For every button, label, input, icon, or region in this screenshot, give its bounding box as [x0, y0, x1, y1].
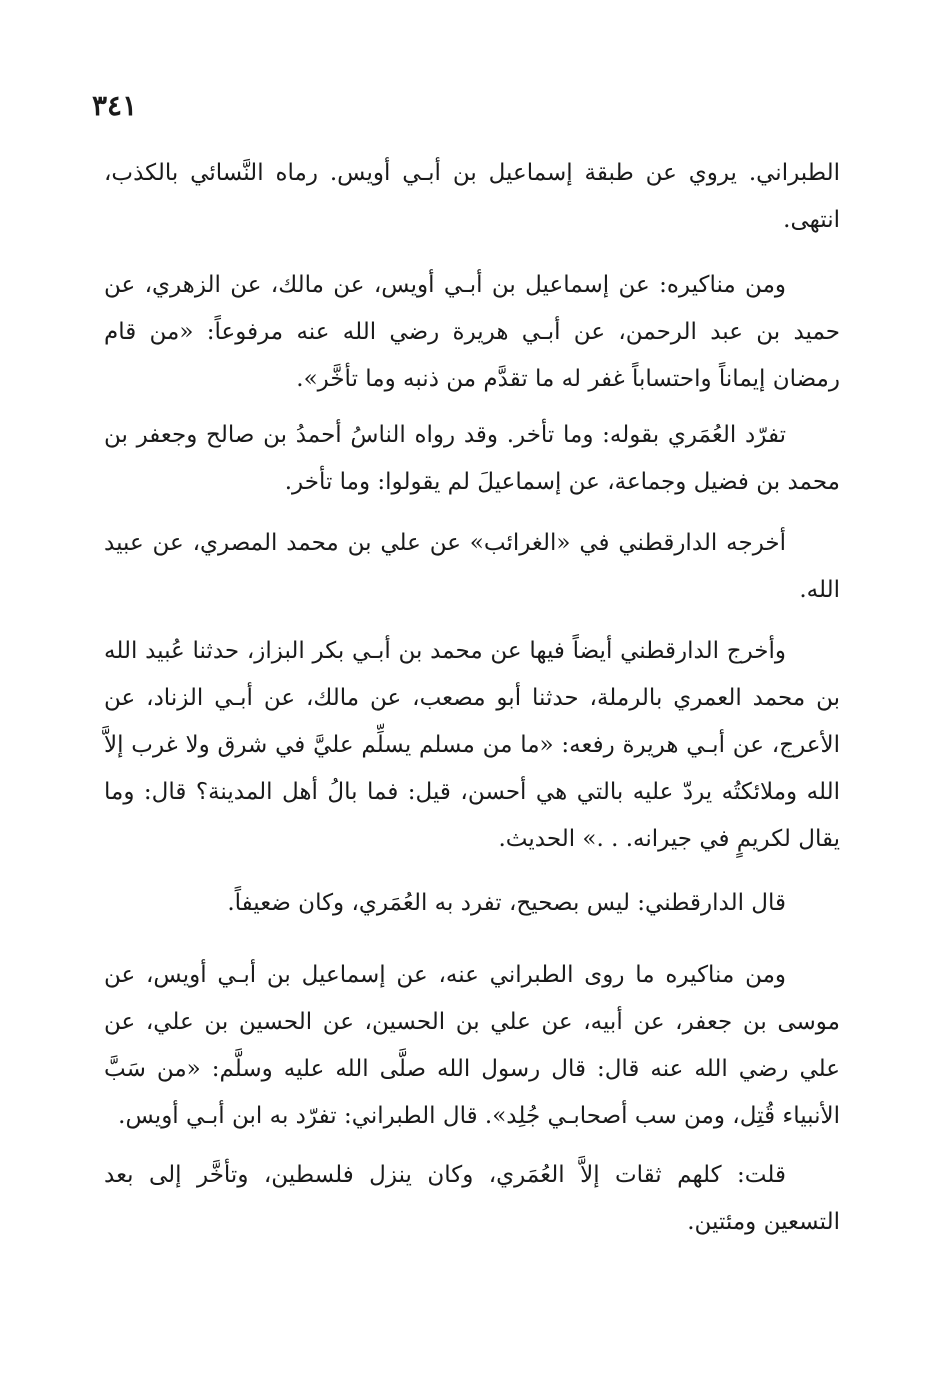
- paragraph-text: وأخرج الدارقطني أيضاً فيها عن محمد بن أبـي بكر البزاز، حدثنا عُبيد الله بن محمد العمري بالرملة، حدثنا أبو مصعب، عن مالك، عن أبـي الزناد، عن الأعرج، عن أبـي هريرة رفعه: «ما من مسلم يسلِّم عليَّ في شرق ولا غرب إلاَّ الله وملائكتُه يردّ عليه بالتي هي أحسن، قيل: فما بالُ أهل المدينة؟ قال: وما يقال لكريمٍ في جيرانه. . .» الحديث.: [104, 638, 840, 852]
- paragraph-text: تفرّد العُمَري بقوله: وما تأخر. وقد رواه الناسُ أحمدُ بن صالح وجعفر بن محمد بن فضيل وجماعة، عن إسماعيلَ لم يقولوا: وما تأخر.: [104, 422, 840, 495]
- paragraph-text: الطبراني. يروي عن طبقة إسماعيل بن أبـي أويس. رماه النَّسائي بالكذب، انتهى.: [104, 160, 840, 233]
- paragraph-5: [104, 628, 840, 863]
- paragraph-text: أخرجه الدارقطني في «الغرائب» عن علي بن محمد المصري، عن عبيد الله.: [104, 530, 840, 603]
- paragraph-8: [104, 1152, 840, 1246]
- paragraph-text: ومن مناكيره: عن إسماعيل بن أبـي أويس، عن مالك، عن الزهري، عن حميد بن عبد الرحمن، عن أبـي هريرة رضي الله عنه مرفوعاً: «من قام رمضان إيماناً واحتساباً غفر له ما تقدَّم من ذنبه وما تأخَّر».: [104, 272, 840, 392]
- page-number: ٣٤١: [92, 89, 138, 122]
- paragraph-text: ومن مناكيره ما روى الطبراني عنه، عن إسماعيل بن أبـي أويس، عن موسى بن جعفر، عن أبيه، عن علي بن الحسين، عن الحسين بن علي، عن علي رضي الله عنه قال: قال رسول الله صلَّى الله عليه وسلَّم: «من سَبَّ الأنبياء قُتِل، ومن سب أصحابـي جُلِد». قال الطبراني: تفرّد به ابن أبـي أويس.: [104, 962, 840, 1129]
- paragraph-6: [104, 880, 840, 927]
- paragraph-4: [104, 520, 840, 614]
- paragraph-text: قلت: كلهم ثقات إلاَّ العُمَري، وكان ينزل فلسطين، وتأخَّر إلى بعد التسعين ومئتين.: [104, 1162, 840, 1235]
- paragraph-3: [104, 412, 840, 506]
- paragraph-text: قال الدارقطني: ليس بصحيح، تفرد به العُمَري، وكان ضعيفاً.: [227, 890, 786, 916]
- paragraph-7: [104, 952, 840, 1140]
- paragraph-2: [104, 262, 840, 403]
- paragraph-1: [104, 150, 840, 244]
